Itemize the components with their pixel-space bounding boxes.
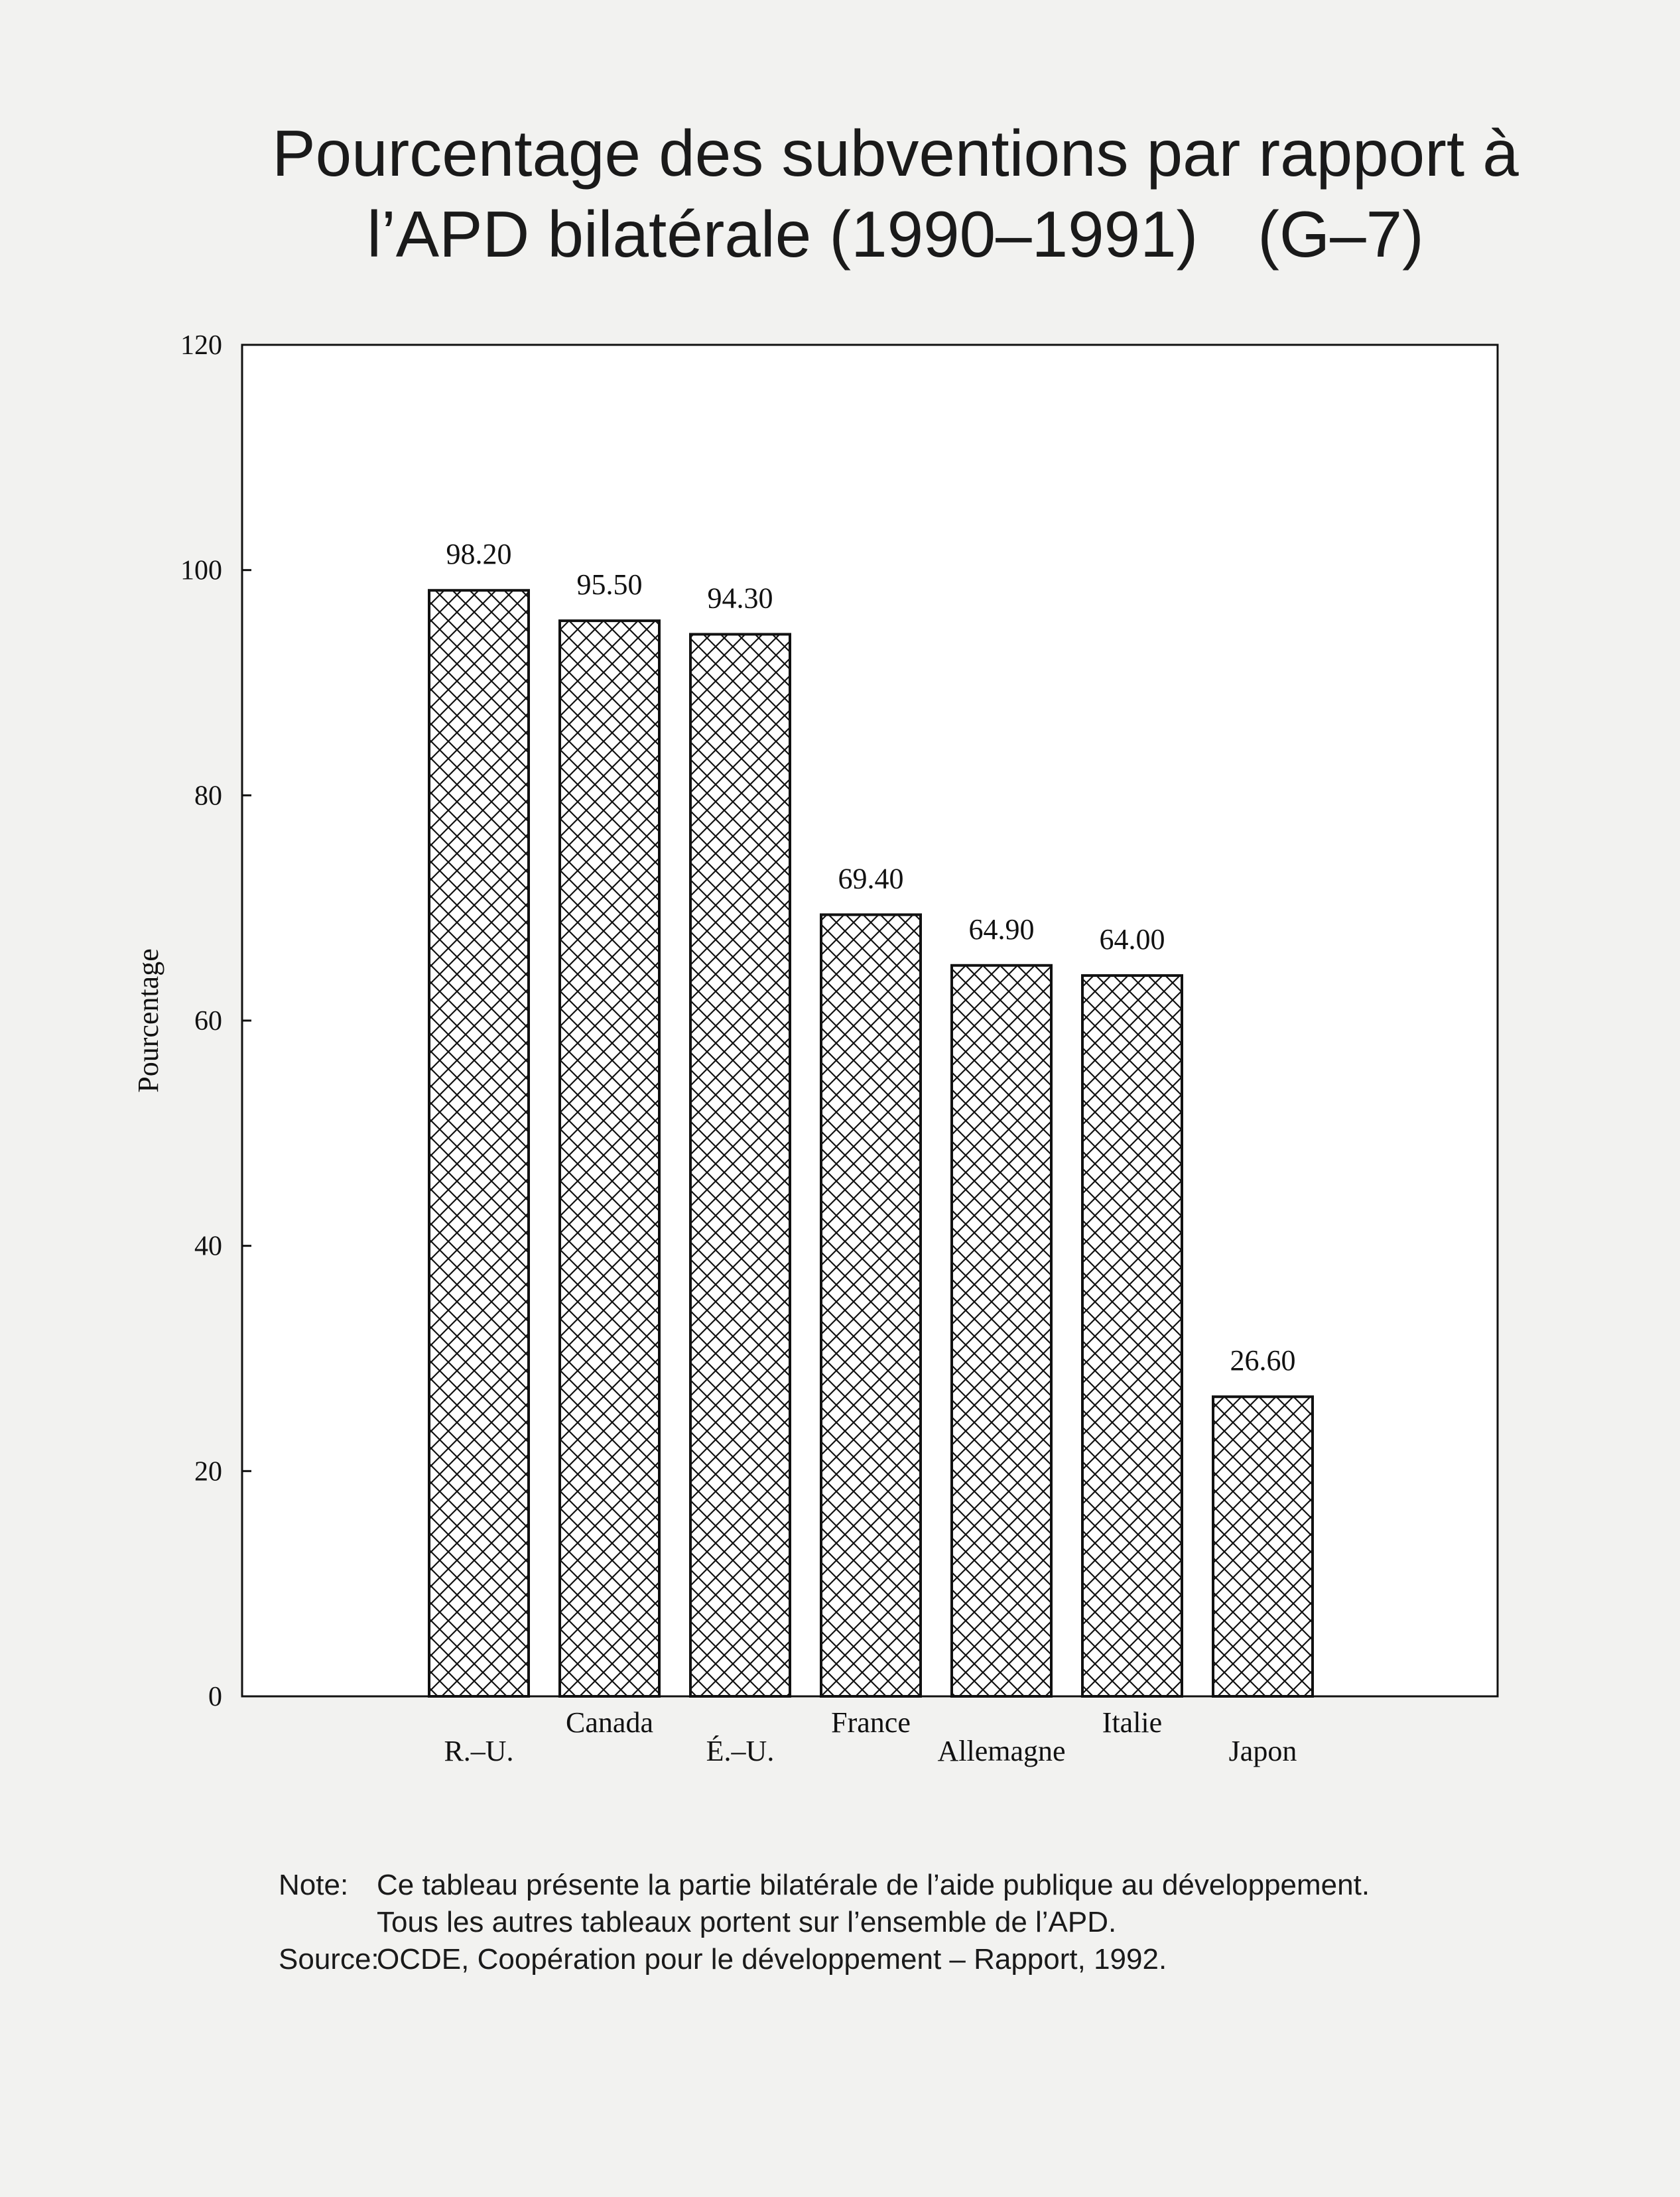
bar — [952, 966, 1051, 1696]
bar — [690, 634, 790, 1696]
bar — [560, 621, 659, 1696]
plot-area — [132, 330, 1498, 1767]
y-tick-label: 100 — [180, 555, 222, 586]
bar — [1082, 975, 1182, 1696]
bar-value-label: 94.30 — [707, 582, 773, 615]
source-label: Source: — [279, 1943, 379, 1976]
x-category-label: Canada — [566, 1706, 653, 1739]
y-tick-label: 40 — [194, 1231, 222, 1262]
x-category-label: Italie — [1102, 1706, 1163, 1739]
source-text: OCDE, Coopération pour le développement – Rapport, 1992. — [377, 1943, 1167, 1976]
title-line-2-group: (G–7) — [1258, 198, 1424, 271]
bar-value-label: 64.90 — [968, 912, 1035, 946]
x-category-label: France — [831, 1706, 911, 1739]
title-line-1: Pourcentage des subventions par rapport à — [272, 117, 1519, 190]
footnote — [279, 1867, 1370, 1978]
note-line-1 — [279, 1867, 1370, 1904]
title-line-2-main: l’APD bilatérale (1990–1991) — [367, 198, 1198, 271]
note-label: Note: — [279, 1869, 349, 1901]
x-category-label: Japon — [1228, 1735, 1297, 1767]
y-tick-label: 120 — [180, 330, 222, 361]
x-category-label: Allemagne — [937, 1735, 1066, 1767]
bar-value-label: 69.40 — [838, 862, 904, 895]
x-category-label: R.–U. — [444, 1735, 514, 1767]
bar-value-label: 64.00 — [1099, 923, 1165, 956]
bar-value-label: 95.50 — [576, 568, 643, 601]
x-category-label: É.–U. — [706, 1735, 775, 1767]
bar — [1213, 1397, 1313, 1696]
y-tick-label: 60 — [194, 1006, 222, 1036]
y-axis-label: Pourcentage — [132, 948, 164, 1093]
bar — [821, 914, 921, 1696]
bar-value-label: 98.20 — [446, 538, 512, 571]
note-text-1: Ce tableau présente la partie bilatérale de l’aide publique au développement. — [377, 1869, 1370, 1901]
bar-value-label: 26.60 — [1230, 1344, 1296, 1377]
bar — [429, 590, 529, 1696]
y-tick-label: 0 — [208, 1682, 222, 1712]
y-tick-label: 20 — [194, 1456, 222, 1487]
source-line — [279, 1941, 1370, 1978]
note-text-2: Tous les autres tableaux portent sur l’ensemble de l’APD. — [377, 1906, 1117, 1938]
y-tick-label: 80 — [194, 781, 222, 812]
